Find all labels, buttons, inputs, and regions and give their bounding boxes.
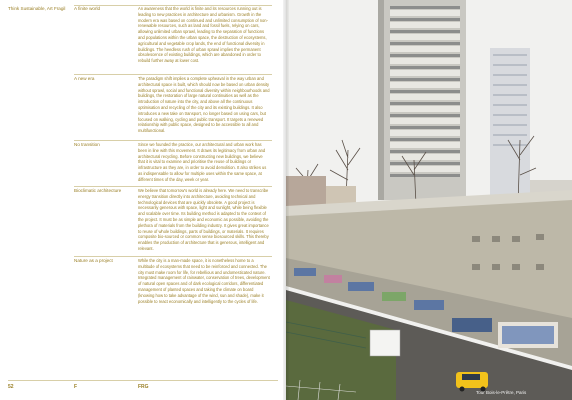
section-body: We believe that tomorrow's world is already here. We need to transcribe energy transition directly into architecture, avoiding technical and technological devices that are quickly obsolete. A good project is necessarily generous with space, light and sunlight, while being flexible and scalable over time. Its building method is adapted to the context of the project. It must be as simple and economic as possible, avoiding the plethora of materials from the building industry. It gives great importance to reuse of whole buildings, parts of buildings, or materials. It requires composite bio-sourced or common sense biosourced skills. This thereby enables the production of architecture that is generous, intelligent and relevant. (138, 188, 269, 251)
section-title: No transition (74, 142, 100, 147)
section-title: A new era (74, 76, 95, 81)
section-body: The paradigm shift implies a complete upheaval in the way urban and architectural space is built, which should now be based on urban density without sprawl, social and functional diversity within neighbourhoods and buildings, the restoration of large natural continuities as well as the introduction of nature into the city, and above all the continuous optimisation and recycling of the city and its existing buildings. It also introduces a new take on transport, no longer based on using cars, but focused on walking, cycling and public transport. It targets a renewed relationship with public space, designed to be accessible to all and multifunctional. (138, 76, 270, 134)
section-divider (74, 256, 272, 257)
right-page-photo (286, 0, 572, 400)
footer-label: F (74, 384, 78, 390)
footer-label: FRG (138, 384, 149, 390)
section-title: Bioclimatic architecture (74, 188, 122, 193)
page-number: 52 (8, 384, 14, 390)
section-divider (74, 140, 272, 141)
section-divider (74, 186, 272, 187)
architecture-photograph (286, 0, 572, 400)
section-divider (74, 74, 272, 75)
book-gutter (283, 0, 289, 400)
photo-caption: Tour Bois-le-Prêtre, Paris (476, 390, 527, 395)
section-body: An awareness that the world is finite and its resources running out is leading to new practices in architecture and urbanism. Growth in the modern era was based on continued and unlimited consumption of non-renewable resources, such as land and fossil fuels, relying on cars, allowing unlimited urban sprawl, leading to the separation of functions and populations within the urban space, the destruction of ecosystems, agricultural and vegetable crop lands, the end of functional diversity in buildings. The heedless rush of urban sprawl implies the permanent obsolescence of existing buildings, which are abandoned in order to rebuild further away at lower cost. (138, 6, 268, 64)
section-title: A finite world (74, 6, 101, 11)
section-body: Since we founded the practice, our architectural and urban work has been in line with this movement. It draws its legitimacy from urban and architectural recycling. Before constructing new buildings, we believe that it is vital to examine and prioritise the reuse of buildings or infrastructure as they are, in order to avoid demolition. It also strikes us as indispensable to allow for multiple uses within the same space, at different times of the day, week or year. (138, 142, 267, 182)
running-head: Think Sustainable, Art Fragil (8, 6, 66, 11)
section-body: While the city is a man-made space, it is nonetheless home to a multitude of ecosystems that need to be reinforced and connected. The city must make room for life, for rebellious and undomesticated nature. Integrated management of rainwater, conservation of trees, development of natural open spaces and of dark ecological corridors, differentiated management of planted spaces and taking the climate on board (knowing how to take advantage of the wind, sun and shade), make it possible to react economically and intelligently to the cycles of life. (138, 258, 270, 304)
section-title: Nature as a project (74, 258, 113, 263)
footer-rule (8, 380, 278, 381)
